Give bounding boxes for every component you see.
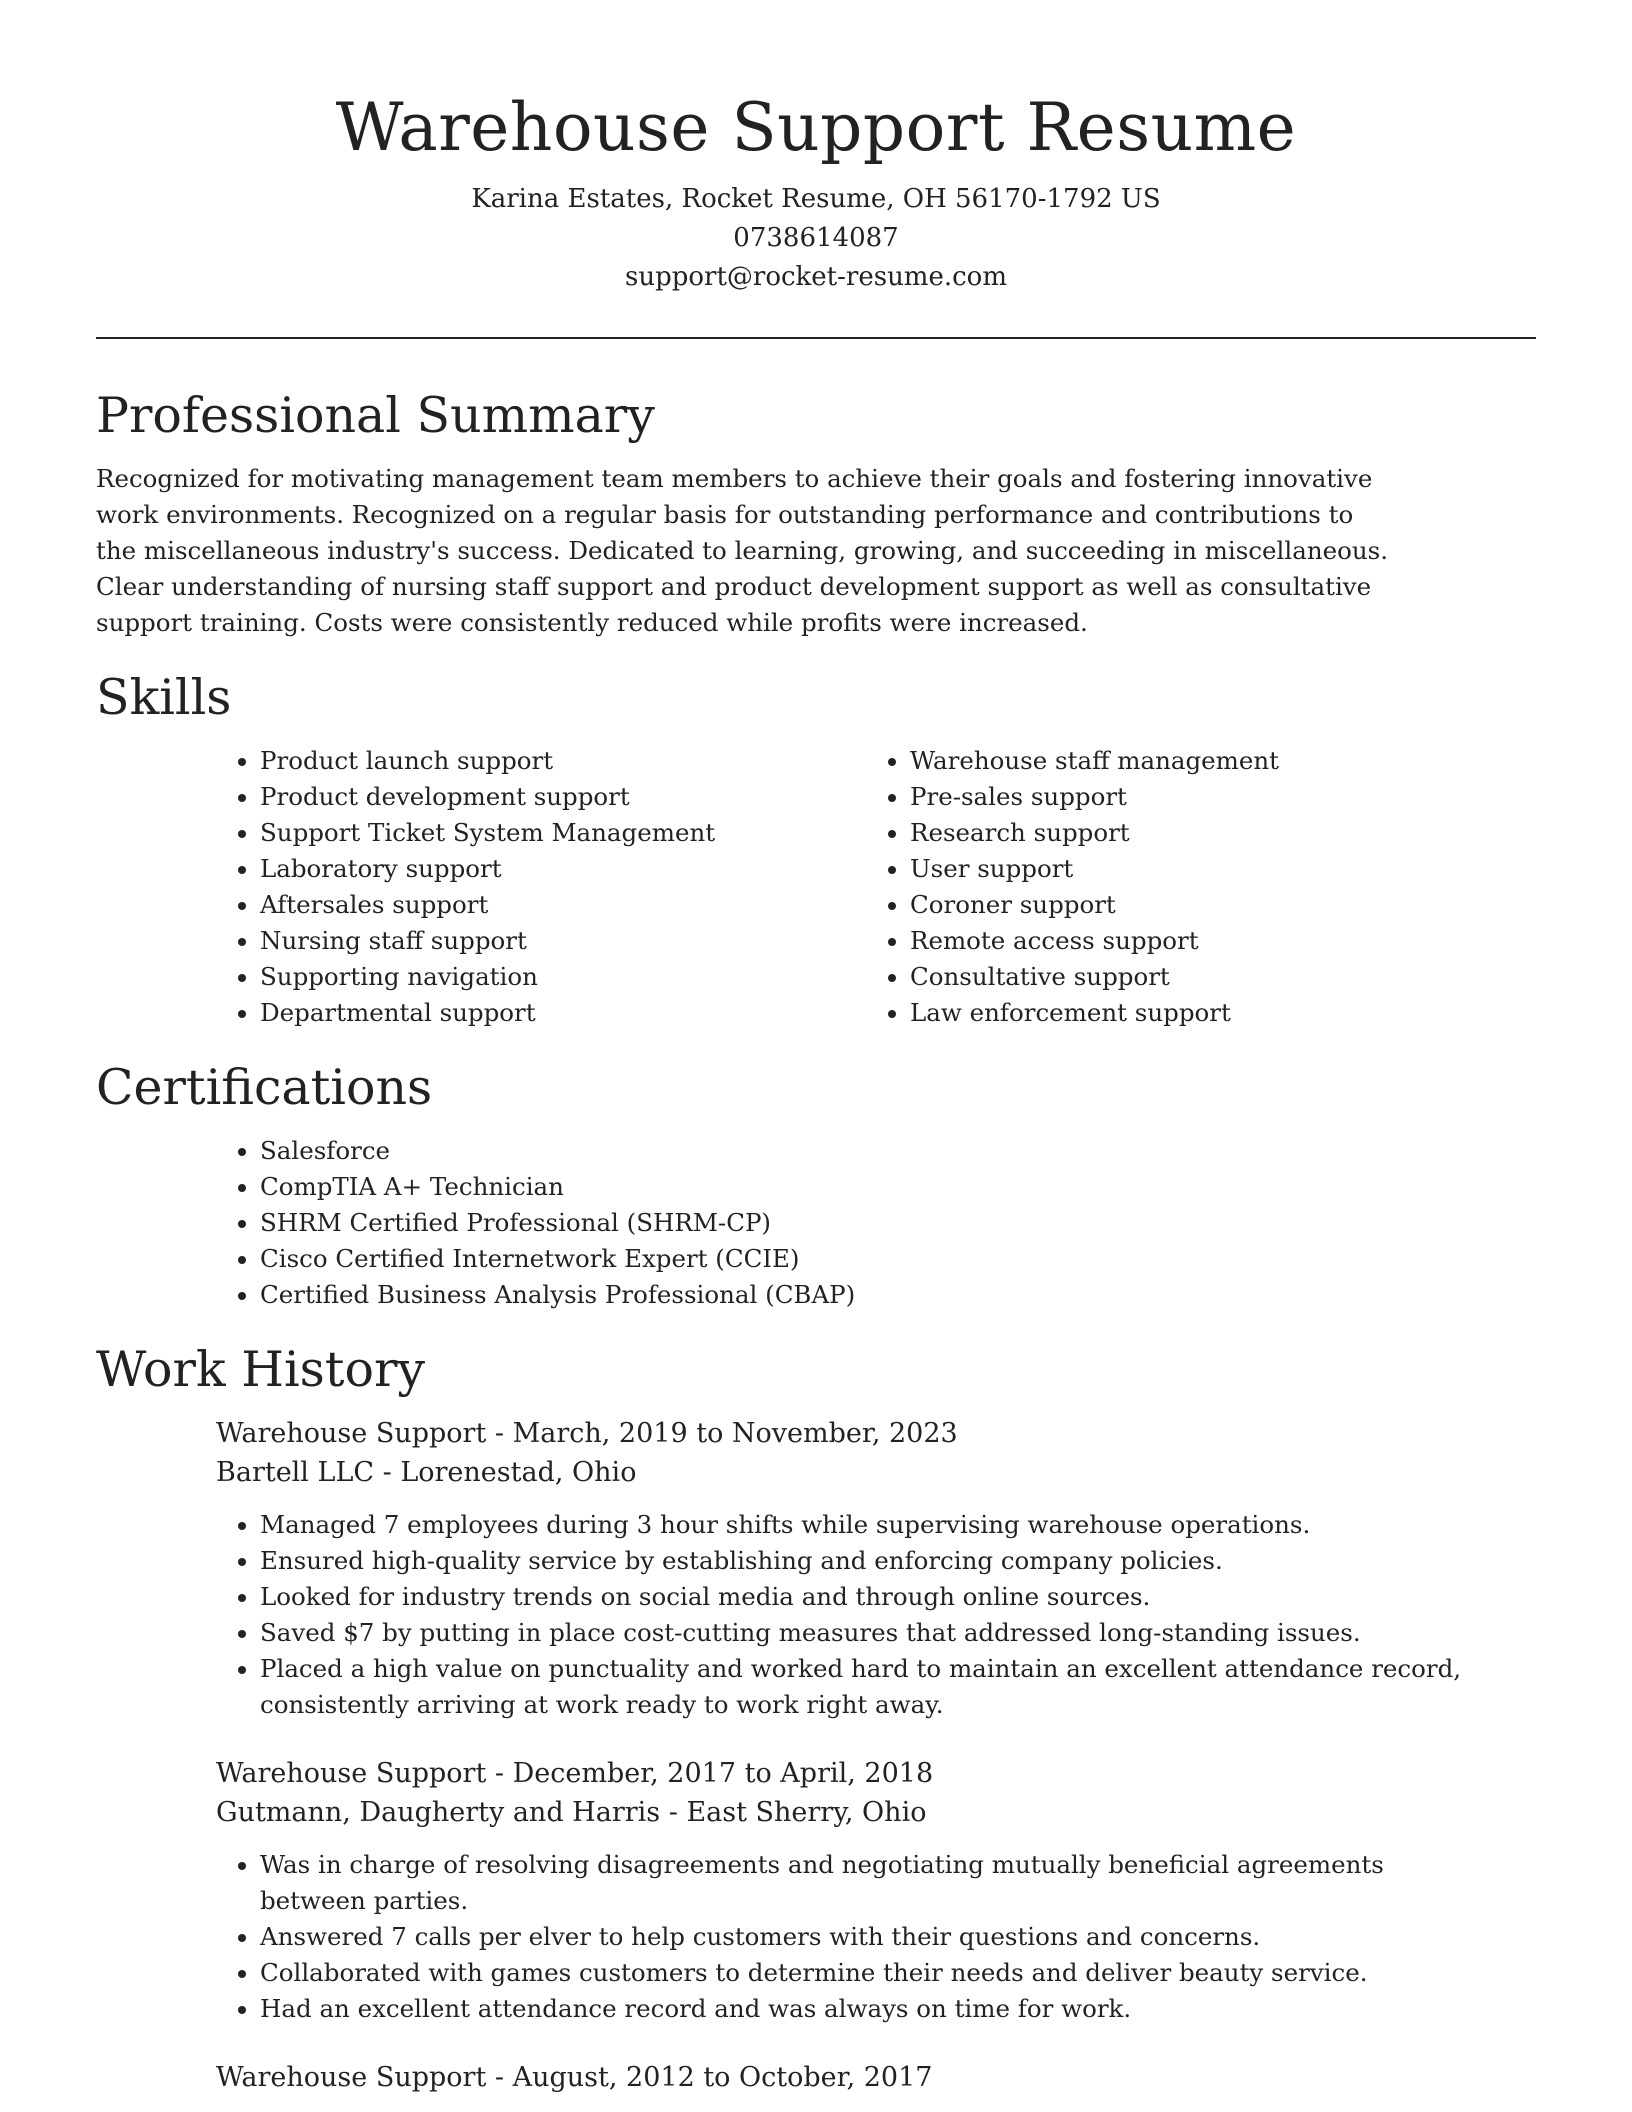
- job-location: Lorenestad, Ohio: [400, 1457, 637, 1488]
- job-dates: March, 2019 to November, 2023: [512, 1418, 958, 1449]
- job-bullet: • Placed a high value on punctuality and worked hard to maintain an excellent attendance record, consistently arriving at work ready to work right away.: [260, 1651, 1480, 1723]
- resume-title: Warehouse Support Resume: [335, 89, 1297, 166]
- certification-item: • CompTIA A+ Technician: [260, 1169, 1536, 1205]
- job-dates: August, 2012 to October, 2017: [512, 2062, 933, 2093]
- job-title-line: [216, 2059, 1536, 2097]
- job-company: Gutmann, Daugherty and Harris: [216, 1797, 661, 1828]
- contact-info: [96, 180, 1536, 297]
- skill-item: • Pre-sales support: [910, 779, 1516, 815]
- separator: -: [486, 1758, 513, 1789]
- skill-item: • Departmental support: [260, 995, 866, 1031]
- separator: -: [374, 1457, 401, 1488]
- job-bullets: [216, 1847, 1480, 2027]
- job-bullet: • Looked for industry trends on social media and through online sources.: [260, 1579, 1480, 1615]
- separator: -: [486, 1418, 513, 1449]
- skills-list-left: [216, 743, 866, 1031]
- summary-heading: Professional Summary: [96, 387, 655, 444]
- skills-column-left: [216, 743, 866, 1031]
- job-bullet: • Had an excellent attendance record and was always on time for work.: [260, 1991, 1480, 2027]
- skill-item: • Supporting navigation: [260, 959, 866, 995]
- skills-column-right: [866, 743, 1516, 1031]
- job-bullet: • Managed 7 employees during 3 hour shifts while supervising warehouse operations.: [260, 1507, 1480, 1543]
- skill-item: • Nursing staff support: [260, 923, 866, 959]
- job-title-line: [216, 1755, 1536, 1793]
- job-dates: December, 2017 to April, 2018: [512, 1758, 934, 1789]
- skill-item: • Consultative support: [910, 959, 1516, 995]
- phone: 0738614087: [733, 223, 899, 253]
- job-location: East Sherry, Ohio: [686, 1797, 927, 1828]
- job-role: Warehouse Support: [216, 1758, 487, 1789]
- job-bullets: [216, 1507, 1480, 1723]
- job-entry: [216, 1755, 1536, 2027]
- resume-header: [96, 0, 1536, 297]
- skill-item: • Support Ticket System Management: [260, 815, 866, 851]
- job-bullet: • Answered 7 calls per elver to help customers with their questions and concerns.: [260, 1919, 1480, 1955]
- skills-list-right: [866, 743, 1516, 1031]
- job-bullet: • Ensured high-quality service by establishing and enforcing company policies.: [260, 1543, 1480, 1579]
- skills-section: [96, 665, 1536, 1031]
- work-heading: Work History: [96, 1341, 426, 1398]
- summary-text: Recognized for motivating management team members to achieve their goals and fostering innovative work environments. Recognized on a regular basis for outstanding performance and contributions to the miscellaneous industry's success. Dedicated to learning, growing, and succeeding in miscellaneous. Clear understanding of nursing staff support and product development support as well as consultative support training. Costs were consistently reduced while profits were increased.: [96, 464, 1388, 637]
- job-entry: [216, 2059, 1536, 2097]
- job-company-line: [216, 1793, 1536, 1833]
- skill-item: • Warehouse staff management: [910, 743, 1516, 779]
- header-divider: [96, 337, 1536, 339]
- skill-item: • Law enforcement support: [910, 995, 1516, 1031]
- certification-item: • Salesforce: [260, 1133, 1536, 1169]
- job-bullet: • Was in charge of resolving disagreements and negotiating mutually beneficial agreements between parties.: [260, 1847, 1480, 1919]
- skill-item: • Aftersales support: [260, 887, 866, 923]
- job-role: Warehouse Support: [216, 1418, 487, 1449]
- job-company: Bartell LLC: [216, 1457, 375, 1488]
- job-bullet: • Saved $7 by putting in place cost-cutting measures that addressed long-standing issues.: [260, 1615, 1480, 1651]
- certification-item: • SHRM Certified Professional (SHRM-CP): [260, 1205, 1536, 1241]
- certifications-heading: Certifications: [96, 1059, 433, 1116]
- certification-item: • Cisco Certified Internetwork Expert (CCIE): [260, 1241, 1536, 1277]
- summary-section: [96, 383, 1536, 641]
- skill-item: • Research support: [910, 815, 1516, 851]
- certification-item: • Certified Business Analysis Professional (CBAP): [260, 1277, 1536, 1313]
- job-entry: [216, 1415, 1536, 1723]
- separator: -: [486, 2062, 513, 2093]
- job-company-line: [216, 1453, 1536, 1493]
- skill-item: • Product development support: [260, 779, 866, 815]
- email: support@rocket-resume.com: [624, 262, 1007, 292]
- job-role: Warehouse Support: [216, 2062, 487, 2093]
- skills-columns: [216, 743, 1536, 1031]
- skill-item: • Laboratory support: [260, 851, 866, 887]
- certifications-section: [96, 1055, 1536, 1313]
- work-section: [96, 1337, 1536, 2097]
- skill-item: • Product launch support: [260, 743, 866, 779]
- skills-heading: Skills: [96, 669, 232, 726]
- skill-item: • User support: [910, 851, 1516, 887]
- address: Karina Estates, Rocket Resume, OH 56170-1792 US: [471, 184, 1161, 214]
- separator: -: [660, 1797, 687, 1828]
- job-bullet: • Collaborated with games customers to determine their needs and deliver beauty service.: [260, 1955, 1480, 1991]
- job-title-line: [216, 1415, 1536, 1453]
- skill-item: • Remote access support: [910, 923, 1516, 959]
- skill-item: • Coroner support: [910, 887, 1516, 923]
- resume-page: [96, 0, 1536, 2097]
- certifications-list: [216, 1133, 1536, 1313]
